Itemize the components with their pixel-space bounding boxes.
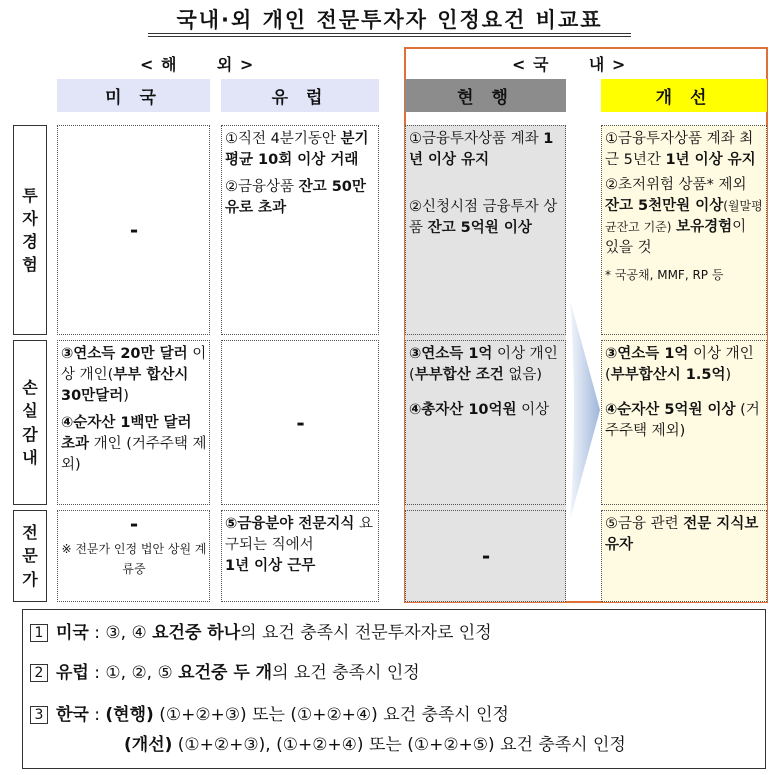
imp-req-2-basis: (월말평균잔고 기준) xyxy=(605,199,763,234)
usa-req-4-bold: ④순자산 1백만 달러 초과 xyxy=(61,415,192,452)
imp-req-3-close: ) xyxy=(725,367,732,383)
summary-line-korea-improved xyxy=(124,733,626,757)
usa-req-3-close: ) xyxy=(123,388,129,404)
imp-req-3-couple: 부부합산시 1.5억 xyxy=(610,367,726,383)
summary-korea-improved-label: (개선) xyxy=(124,735,173,755)
imp-req-3-bold: ③연소득 1억 xyxy=(605,346,689,362)
row-label-loss-text: 손실감내 xyxy=(22,378,38,467)
expert-usa-dash: - xyxy=(129,512,139,536)
cell-investment-europe xyxy=(221,125,379,335)
title-underline xyxy=(148,33,631,34)
cell-investment-current xyxy=(405,125,566,335)
cur-req-1-prefix: ①금융투자상품 계좌 xyxy=(409,131,539,147)
summary-number-1: 1 xyxy=(30,624,48,642)
imp-req-1-bold: 1년 이상 유지 xyxy=(665,152,756,168)
imp-req-5-prefix: ⑤금융 관련 xyxy=(605,516,684,532)
eu-req-2-prefix: ②금융상품 xyxy=(225,179,295,195)
cur-req-2-bold: 잔고 5억원 이상 xyxy=(427,220,532,236)
cell-investment-improved xyxy=(601,125,767,335)
header-europe: 유 럽 xyxy=(221,79,379,112)
row-label-expert xyxy=(13,510,47,602)
arrow-right-icon xyxy=(568,300,602,520)
row-label-expert-text: 전문가 xyxy=(22,523,38,589)
summary-usa-country: 미국 xyxy=(56,623,89,643)
eu-req-5-bold: ⑤금융분야 전문지식 xyxy=(225,516,355,532)
imp-req-2-suffix: 이 있을 것 xyxy=(605,219,747,256)
cell-expert-improved xyxy=(601,510,767,602)
usa-req-4-text: 개인 xyxy=(89,436,122,452)
cur-req-4-text: 이상 xyxy=(516,402,550,418)
page-title: 국내·외 개인 전문투자자 인정요건 비교표 xyxy=(176,8,603,32)
summary-korea-improved-rest: (①+②+③), (①+②+④) 또는 (①+②+⑤) 요건 충족시 인정 xyxy=(172,735,626,755)
summary-usa-rest: 의 요건 충족시 전문투자자로 인정 xyxy=(240,623,492,643)
cur-req-3-close: 없음) xyxy=(503,367,543,383)
eu-req-5-duration: 1년 이상 근무 xyxy=(225,558,316,574)
cur-req-3-bold: ③연소득 1억 xyxy=(409,346,493,362)
summary-korea-country: 한국 xyxy=(56,705,89,725)
cur-req-4-bold: ④총자산 10억원 xyxy=(409,402,517,418)
eu-req-1-bold: 분기평균 10회 이상 거래 xyxy=(225,131,369,168)
imp-req-2-prefix: ②초저위험 상품* 제외 xyxy=(605,177,747,193)
cell-loss-improved xyxy=(601,340,767,505)
eu-req-5-text: 요구되는 직에서 xyxy=(225,516,374,553)
summary-eu-rest: 의 요건 충족시 인정 xyxy=(272,663,420,683)
cell-expert-current: - xyxy=(405,510,566,602)
usa-req-3-couple: 부부 합산시 30만달러 xyxy=(61,367,189,404)
imp-req-4-bold: ④순자산 5억원 이상 xyxy=(605,402,736,418)
domestic-group-label: < 국 내 > xyxy=(512,55,627,74)
usa-req-3-text: 이상 개인( xyxy=(61,346,207,383)
summary-line-usa xyxy=(30,621,492,645)
title-underline-2 xyxy=(148,36,631,37)
cell-loss-current xyxy=(405,340,566,505)
eu-req-1-prefix: ①직전 4분기동안 xyxy=(225,131,336,147)
summary-korea-current-label: (현행) xyxy=(105,705,154,725)
cell-expert-europe xyxy=(221,510,379,602)
cur-req-3-text: 이상 개인( xyxy=(409,346,558,383)
summary-korea-current-rest: (①+②+③) 또는 (①+②+④) 요건 충족시 인정 xyxy=(153,705,509,725)
cur-req-3-couple: 부부합산 조건 xyxy=(414,367,504,383)
cur-req-2-prefix: ②신청시점 금융투자 상품 xyxy=(409,199,558,236)
overseas-group-label: < 해 외 > xyxy=(140,55,255,74)
summary-eu-sep: : ①, ②, ⑤ xyxy=(88,663,179,683)
cell-expert-usa xyxy=(57,510,210,602)
header-usa: 미 국 xyxy=(57,79,210,112)
summary-line-europe xyxy=(30,661,420,685)
header-improved: 개 선 xyxy=(601,79,767,112)
summary-number-2: 2 xyxy=(30,664,48,682)
row-label-loss xyxy=(13,340,47,505)
row-label-investment-text: 투자경험 xyxy=(22,185,38,275)
cur-req-1-bold: 1년 이상 유지 xyxy=(409,131,554,168)
imp-req-2-bold: 잔고 5천만원 이상 xyxy=(605,198,724,214)
summary-eu-country: 유럽 xyxy=(56,663,89,683)
cell-loss-usa xyxy=(57,340,210,505)
imp-req-3-text: 이상 개인( xyxy=(605,346,754,383)
imp-req-4-note: (거주주택 제외) xyxy=(605,402,760,439)
expert-usa-note: ※ 전문가 인정 법안 상원 계류중 xyxy=(61,542,207,576)
imp-req-5-bold: 전문 지식보유자 xyxy=(605,516,759,553)
cell-investment-usa: - xyxy=(57,125,210,335)
usa-req-3-bold: ③연소득 20만 달러 xyxy=(61,346,188,362)
cell-loss-europe: - xyxy=(221,340,379,505)
imp-req-2-experience: 보유경험 xyxy=(676,219,733,235)
summary-usa-bold: 요건중 하나 xyxy=(152,623,241,643)
summary-eu-bold: 요건중 두 개 xyxy=(178,663,273,683)
usa-req-4-note: (거주주택 제외) xyxy=(61,436,207,473)
eu-req-2-bold: 잔고 50만 유로 초과 xyxy=(225,179,366,216)
summary-usa-sep: : ③, ④ xyxy=(88,623,153,643)
summary-number-3: 3 xyxy=(30,706,48,724)
imp-footnote: * 국공채, MMF, RP 등 xyxy=(605,268,724,282)
summary-line-korea: 3 한국 : (현행) (①+②+③) 또는 (①+②+④) 요건 충족시 인정 xyxy=(30,703,509,727)
imp-req-1-prefix: ①금융투자상품 계좌 최근 5년간 xyxy=(605,131,754,168)
row-label-investment xyxy=(13,125,47,335)
header-current: 현 행 xyxy=(405,79,566,112)
